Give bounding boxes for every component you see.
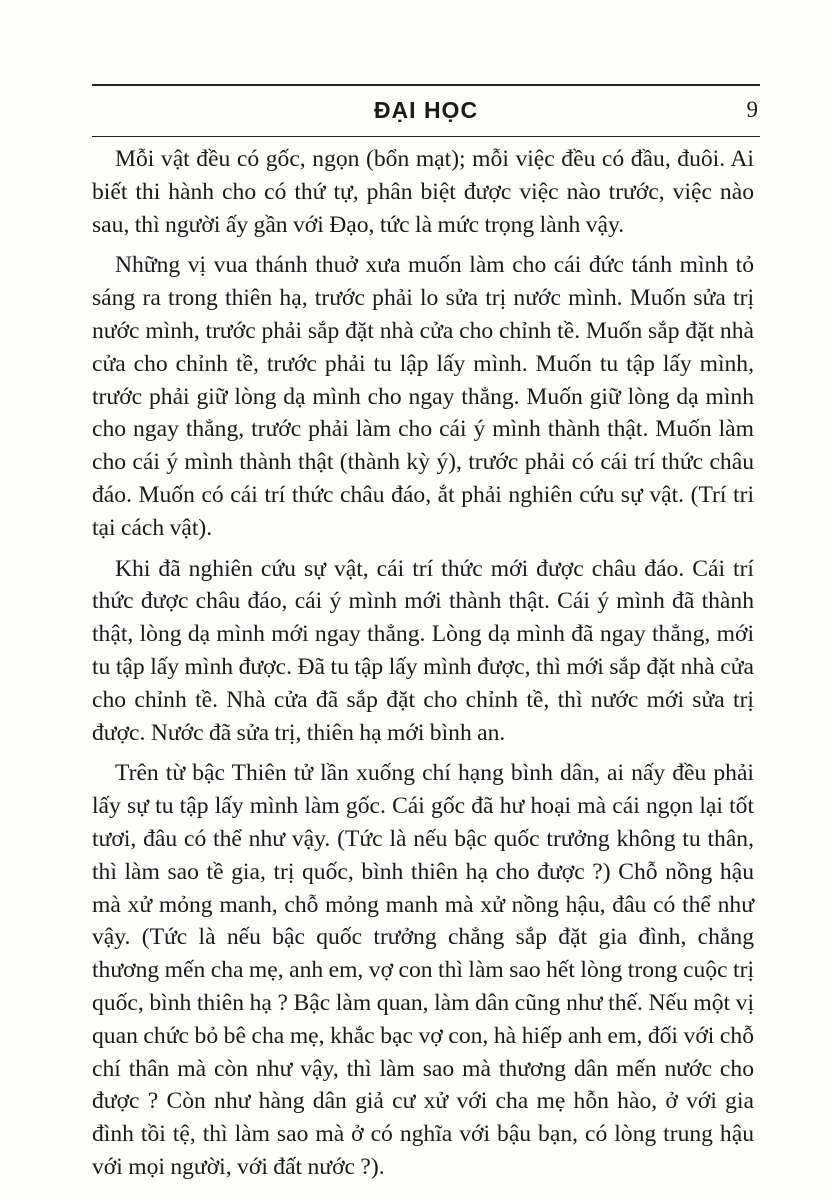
paragraph-3: Khi đã nghiên cứu sự vật, cái trí thức mới được châu đáo. Cái trí thức được châu đáo, cái ý mình mới thành thật. Cái ý mình đã thành thật, lòng dạ mình mới ngay thẳng. Lòng dạ mình đã ngay thẳng, mới tu tập lấy mình được. Đã tu tập lấy mình được, thì mới sắp đặt nhà cửa cho chỉnh tề. Nhà cửa đã sắp đặt cho chỉnh tề, thì nước mới sửa trị được. Nước đã sửa trị, thiên hạ mới bình an. — [92, 555, 754, 746]
running-title: ĐẠI HỌC — [373, 97, 479, 123]
page-number: 9 — [746, 97, 758, 122]
body-text — [92, 143, 754, 1192]
header-top-rule — [92, 84, 760, 86]
paragraph-1: Mỗi vật đều có gốc, ngọn (bổn mạt); mỗi việc đều có đầu, đuôi. Ai biết thi hành cho có thứ tự, phân biệt được việc nào trước, việc nào sau, thì người ấy gần với Đạo, tức là mức trọng lành vậy. — [92, 146, 754, 238]
header-bottom-rule — [92, 136, 760, 137]
paragraph-4: Trên từ bậc Thiên tử lần xuống chí hạng bình dân, ai nấy đều phải lấy sự tu tập lấy mình làm gốc. Cái gốc đã hư hoại mà cái ngọn lại tốt tươi, đâu có thể như vậy. (Tức là nếu bậc quốc trưởng không tu thân, thì làm sao tề gia, trị quốc, bình thiên hạ cho được ?) Chỗ nồng hậu mà xử mỏng manh, chỗ mỏng manh mà xử nồng hậu, đâu có thể như vậy. (Tức là nếu bậc quốc trưởng chẳng sắp đặt gia đình, chẳng thương mến cha mẹ, anh em, vợ con thì làm sao hết lòng trong cuộc trị quốc, bình thiên hạ ? Bậc làm quan, làm dân cũng như thế. Nếu một vị quan chức bỏ bê cha mẹ, khắc bạc vợ con, hà hiếp anh em, đối với chỗ chí thân mà còn như vậy, thì làm sao mà thương dân mến nước cho được ? Còn như hàng dân giả cư xử với cha mẹ hỗn hào, ở với gia đình tồi tệ, thì làm sao mà ở có nghĩa với bậu bạn, có lòng trung hậu với mọi người, với đất nước ?). — [92, 760, 754, 1180]
paragraph-2: Những vị vua thánh thuở xưa muốn làm cho cái đức tánh mình tỏ sáng ra trong thiên hạ, trước phải lo sửa trị nước mình. Muốn sửa trị nước mình, trước phải sắp đặt nhà cửa cho chỉnh tề. Muốn sắp đặt nhà cửa cho chỉnh tề, trước phải tu lập lấy mình. Muốn tu tập lấy mình, trước phải giữ lòng dạ mình cho ngay thẳng. Muốn giữ lòng dạ mình cho ngay thẳng, trước phải làm cho cái ý mình thành thật. Muốn làm cho cái ý mình thành thật (thành kỳ ý), trước phải có cái trí thức châu đáo. Muốn có cái trí thức châu đáo, ắt phải nghiên cứu sự vật. (Trí tri tại cách vật). — [92, 252, 754, 541]
